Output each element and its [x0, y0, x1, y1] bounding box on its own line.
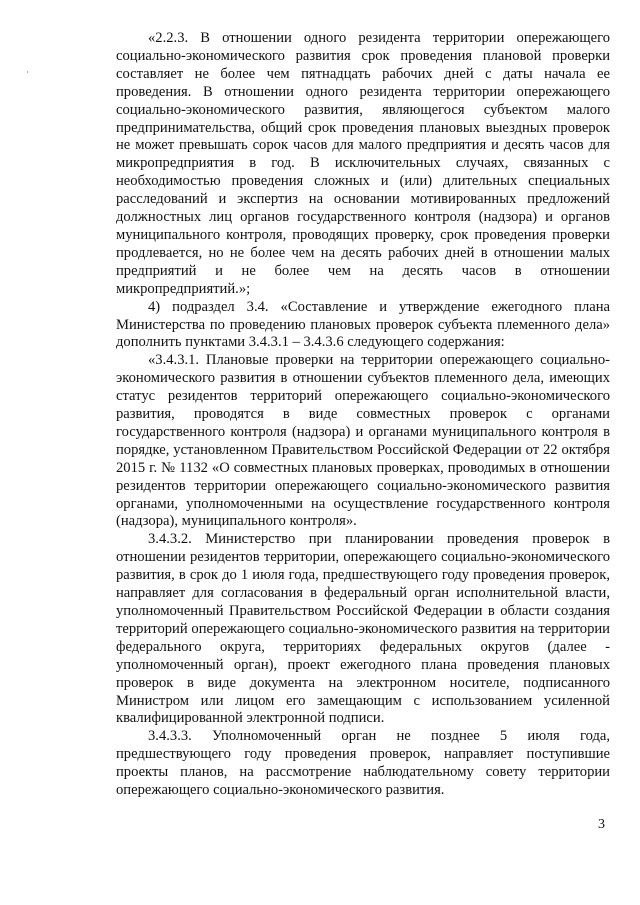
paragraph-3-4-3-1: «3.4.3.1. Плановые проверки на территории опережающего социально-экономического развития в отношении субъектов племенного дела, имеющих статус резидентов территорий опережающего социально-экономического развития, проводятся в виде совместных проверок с органами государственного контроля (надзора) и органами муниципального контроля в порядке, установленном Правительством Российской Федерации от 22 октября 2015 г. № 1132 «О совместных плановых проверках, проводимых в отношении резидентов территории опережающего социально-экономического развития органами, уполномоченными на осуществление государственного контроля (надзора), муниципального контроля».	[116, 352, 610, 530]
paragraph-3-4-3-2: 3.4.3.2. Министерство при планировании проведения проверок в отношении резидентов территории, опережающего социально-экономического развития, в срок до 1 июля года, предшествующего году проведения проверок, направляет для согласования в федеральный орган исполнительной власти, уполномоченный Правительством Российской Федерации в области создания территорий опережающего социально-экономического развития на территории федерального округа, территориях федеральных округов (далее - уполномоченный орган), проект ежегодного плана проведения плановых проверок в виде документа на электронном носителе, подписанного Министром или лицом его замещающим с использованием усиленной квалифицированной электронной подписи.	[116, 531, 610, 727]
document-body	[116, 30, 610, 800]
paragraph-2-2-3: «2.2.3. В отношении одного резидента территории опережающего социально-экономического развития срок проведения плановой проверки составляет не более чем пятнадцать рабочих дней с даты начала ее проведения. В отношении одного резидента территории опережающего социально-экономического развития, являющегося субъектом малого предпринимательства, общий срок проведения плановых выездных проверок не может превышать сорок часов для малого предприятия и десять часов для микропредприятия в год. В исключительных случаях, связанных с необходимостью проведения сложных и (или) длительных специальных расследований и экспертиз на основании мотивированных предложений должностных лиц органов государственного контроля (надзора) и органов муниципального контроля, проводящих проверку, срок проведения проверки продлевается, но не более чем на десять рабочих дней в отношении малых предприятий и не более чем на десять часов в отношении микропредприятий.»;	[116, 30, 610, 297]
paragraph-subsection-3-4: 4) подраздел 3.4. «Составление и утверждение ежегодного плана Министерства по проведению плановых проверок субъекта племенного дела» дополнить пунктами 3.4.3.1 – 3.4.3.6 следующего содержания:	[116, 298, 610, 351]
scan-speck	[27, 71, 28, 73]
page-number: 3	[598, 817, 605, 832]
paragraph-3-4-3-3: 3.4.3.3. Уполномоченный орган не позднее 5 июля года, предшествующего году проведения проверок, направляет поступившие проекты планов, на рассмотрение наблюдательному совету территории опережающего социально-экономического развития.	[116, 728, 610, 799]
